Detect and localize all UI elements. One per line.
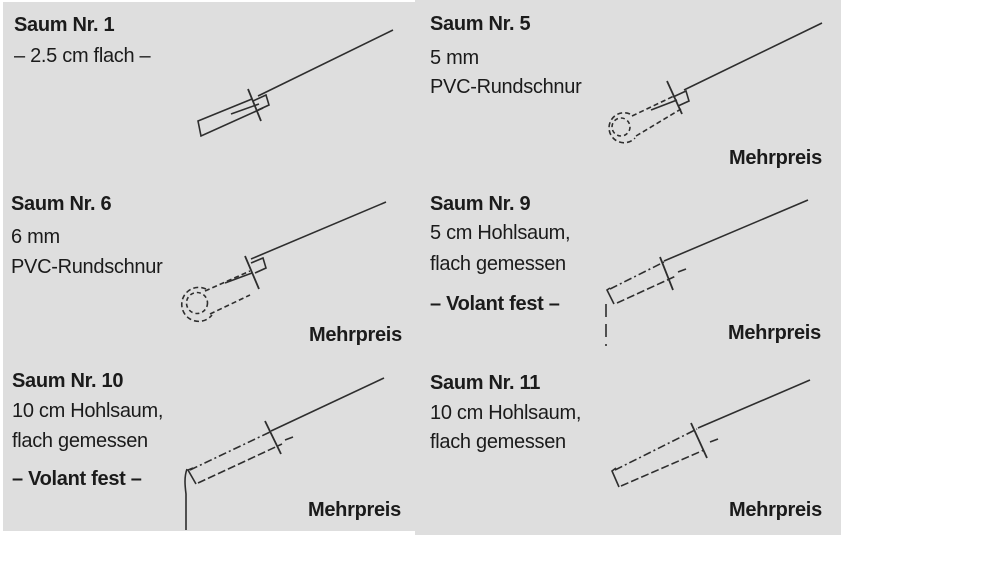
panel-saum-11-surcharge-label: Mehrpreis: [729, 499, 822, 521]
pvc-cord-circle: [612, 118, 630, 136]
volant-line: [185, 469, 187, 530]
panel-saum-6-title: Saum Nr. 6: [11, 193, 112, 215]
tube-bottom-line: [198, 444, 282, 483]
panel-saum-10-line-2: flach gemessen: [12, 430, 148, 452]
panel-saum-9-title: Saum Nr. 9: [430, 193, 531, 215]
hem-bottom-line: [210, 295, 250, 314]
fabric-line: [684, 23, 822, 90]
hem-inner-line: [225, 273, 252, 283]
fabric-line: [664, 200, 808, 261]
tube-bottom-line: [617, 276, 676, 303]
tick-side-dash: [678, 269, 686, 272]
fabric-line: [251, 202, 386, 259]
fabric-line: [258, 30, 393, 96]
tube-end-bracket: [612, 468, 619, 487]
tube-end-bracket: [607, 288, 614, 304]
panel-saum-10-title: Saum Nr. 10: [12, 370, 124, 392]
sketch-cord-hem-saum-5: [609, 23, 822, 143]
sketch-flat-hem-saum-1: [198, 30, 393, 136]
panel-saum-5-surcharge-label: Mehrpreis: [729, 147, 822, 169]
panel-saum-1-line-1: – 2.5 cm flach –: [14, 45, 151, 67]
panel-saum-10-note: – Volant fest –: [12, 468, 142, 490]
sketch-cord-hem-saum-6: [182, 202, 386, 321]
tube-bottom-line: [621, 450, 704, 486]
hem-top-line: [632, 96, 674, 116]
panel-saum-9-surcharge-label: Mehrpreis: [728, 322, 821, 344]
stitch-tick: [248, 89, 261, 121]
panel-saum-10-surcharge-label: Mehrpreis: [308, 499, 401, 521]
sketch-hollow-hem-saum-11: [612, 380, 810, 487]
hem-top-line: [205, 271, 250, 291]
panel-saum-5-line-1: 5 mm: [430, 47, 479, 69]
panel-saum-5-line-2: PVC-Rundschnur: [430, 76, 582, 98]
stitch-tick: [660, 257, 673, 290]
panel-saum-1-title: Saum Nr. 1: [14, 14, 115, 36]
tube-end-bracket: [188, 468, 196, 484]
tube-top-line: [610, 262, 664, 289]
panel-saum-9-line-2: flach gemessen: [430, 253, 566, 275]
panel-saum-6-line-1: 6 mm: [11, 226, 60, 248]
fabric-line: [698, 380, 810, 428]
panel-saum-9-note: – Volant fest –: [430, 293, 560, 315]
tube-top-line: [190, 432, 270, 470]
panel-saum-11-line-1: 10 cm Hohlsaum,: [430, 402, 582, 424]
tick-side-dash: [710, 439, 718, 442]
hem-bottom-line: [636, 109, 681, 136]
fabric-line: [271, 378, 384, 431]
panel-saum-6-line-2: PVC-Rundschnur: [11, 256, 163, 278]
pvc-cord-circle: [187, 293, 208, 314]
panel-saum-11-line-2: flach gemessen: [430, 431, 566, 453]
panel-saum-11-title: Saum Nr. 11: [430, 372, 541, 394]
panel-saum-10-line-1: 10 cm Hohlsaum,: [12, 400, 164, 422]
hem-outline: [198, 99, 263, 136]
panel-saum-5-title: Saum Nr. 5: [430, 13, 531, 35]
tube-top-line: [615, 429, 697, 470]
panel-saum-6-surcharge-label: Mehrpreis: [309, 324, 402, 346]
hem-fold-tab: [251, 258, 266, 273]
tick-side-dash: [285, 437, 293, 440]
panel-saum-9-line-1: 5 cm Hohlsaum,: [430, 222, 571, 244]
